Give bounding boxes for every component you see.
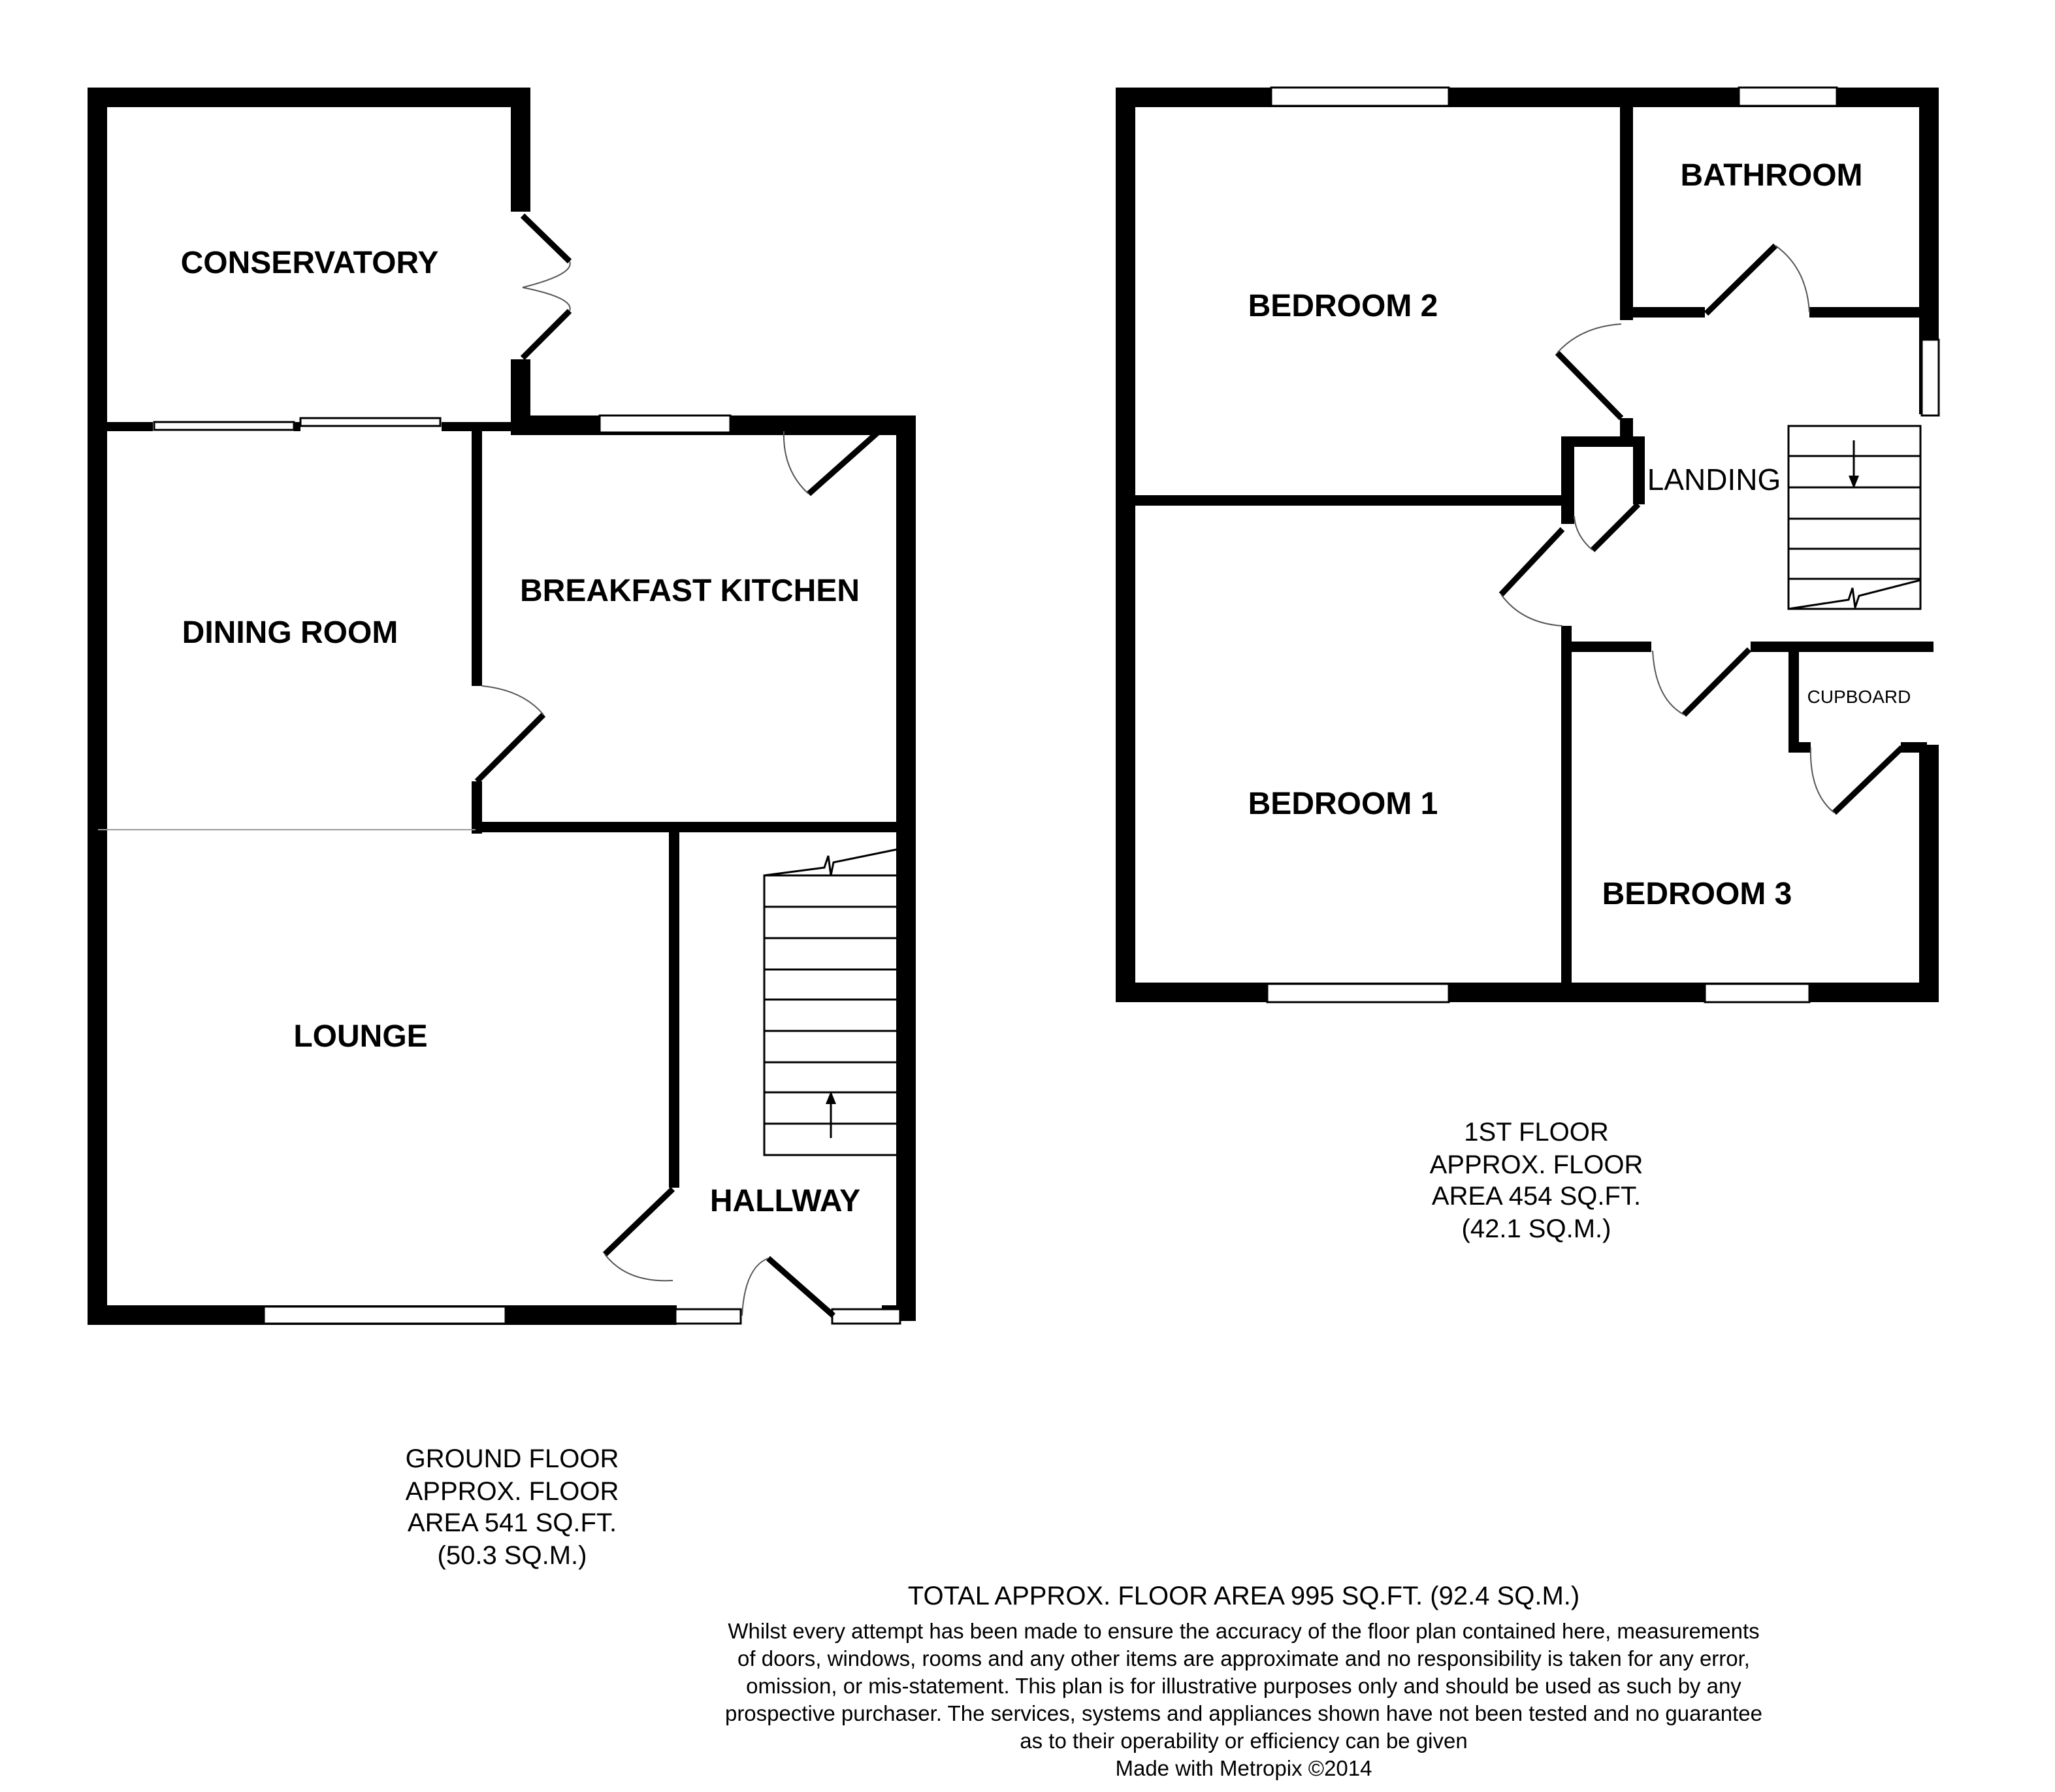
room-label-cupboard: CUPBOARD [1807, 687, 1911, 707]
room-label-breakfast-kitchen: BREAKFAST KITCHEN [519, 574, 860, 608]
total-area: TOTAL APPROX. FLOOR AREA 995 SQ.FT. (92.4 SQ.M.) [907, 1582, 1580, 1610]
door [477, 686, 543, 781]
first-floor-plan [1116, 88, 1939, 1002]
first-floor-area-line: AREA 454 SQ.FT. [1431, 1182, 1642, 1211]
staircase [1788, 426, 1920, 609]
disclaimer-line: prospective purchaser. The services, systems and appliances shown have not been tested and no guarantee [724, 1701, 1763, 1725]
first-floor-area-caption [1430, 1118, 1643, 1243]
window [1922, 340, 1939, 415]
window [1267, 984, 1449, 1002]
door [742, 1258, 833, 1316]
door [1557, 324, 1621, 418]
room-label-conservatory: CONSERVATORY [180, 246, 439, 280]
first-floor-area-line: 1ST FLOOR [1464, 1118, 1609, 1147]
window [1271, 88, 1449, 106]
ground-floor-area-line: AREA 541 SQ.FT. [407, 1508, 617, 1537]
disclaimer-line: Whilst every attempt has been made to ensure the accuracy of the floor plan contained here, measurements [728, 1619, 1760, 1643]
room-label-landing: LANDING [1647, 463, 1781, 497]
footer [725, 1582, 1762, 1780]
window [1739, 88, 1837, 106]
ground-floor-area-line: GROUND FLOOR [405, 1444, 619, 1473]
credit-line: Made with Metropix ©2014 [1115, 1756, 1372, 1780]
disclaimer-line: of doors, windows, rooms and any other items are approximate and no responsibility is taken for any error, [737, 1646, 1750, 1670]
ground-floor-plan [88, 88, 916, 1325]
room-label-bedroom-1: BEDROOM 1 [1248, 787, 1438, 821]
door [1706, 246, 1809, 314]
window [600, 415, 730, 432]
window [300, 418, 440, 426]
ground-floor-area-caption [406, 1444, 619, 1570]
room-label-bathroom: BATHROOM [1680, 158, 1863, 193]
window [675, 1309, 741, 1324]
first-floor-area-line: (42.1 SQ.M.) [1461, 1214, 1611, 1243]
staircase [764, 849, 898, 1155]
disclaimer-line: as to their operability or efficiency can be given [1020, 1729, 1468, 1753]
room-label-bedroom-2: BEDROOM 2 [1248, 289, 1438, 323]
room-label-hallway: HALLWAY [709, 1184, 861, 1218]
door [605, 1189, 673, 1280]
first-floor-area-line: APPROX. FLOOR [1429, 1150, 1643, 1179]
door [784, 431, 879, 494]
door [1574, 504, 1638, 550]
door [1811, 747, 1902, 813]
disclaimer-line: omission, or mis-statement. This plan is for illustrative purposes only and should be used as such by any [746, 1674, 1741, 1698]
room-label-bedroom-3: BEDROOM 3 [1602, 877, 1792, 911]
ground-floor-area-line: APPROX. FLOOR [405, 1477, 619, 1506]
room-label-dining-room: DINING ROOM [182, 615, 398, 650]
window [154, 422, 294, 430]
window [1705, 984, 1809, 1002]
room-label-lounge: LOUNGE [293, 1019, 428, 1054]
door [523, 216, 570, 358]
ground-floor-area-line: (50.3 SQ.M.) [437, 1541, 587, 1570]
window [264, 1307, 506, 1324]
window [832, 1309, 900, 1324]
door [1653, 649, 1749, 715]
door [1501, 529, 1562, 626]
